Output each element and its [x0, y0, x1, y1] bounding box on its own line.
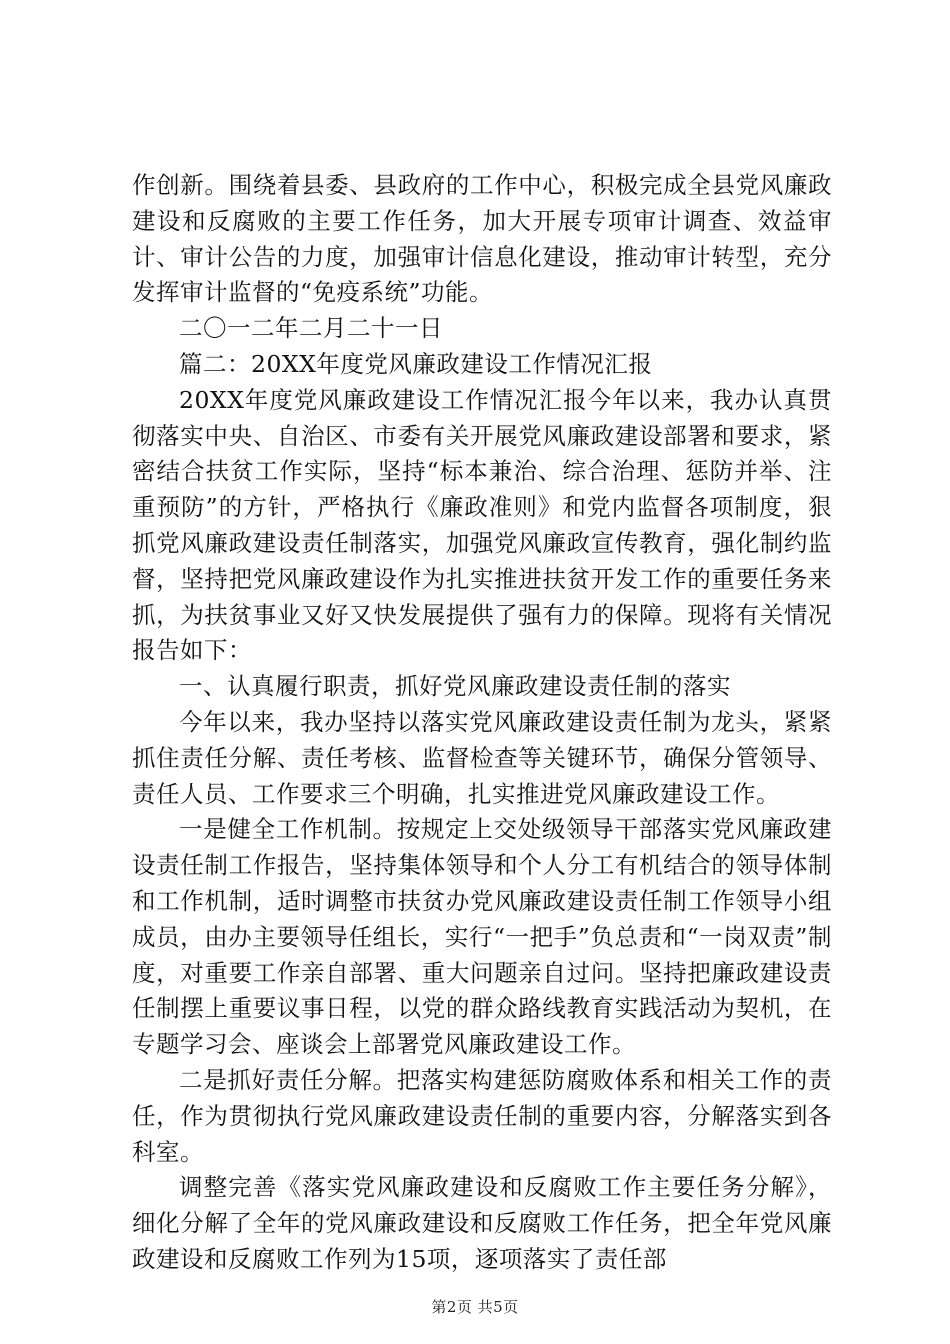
page-number-footer: 第2页 共5页: [431, 1298, 519, 1316]
paragraph: 20XX年度党风廉政建设工作情况汇报今年以来，我办认真贯彻落实中央、自治区、市委有关开展党风廉政建设部署和要求，紧密结合扶贫工作实际，坚持“标本兼治、综合治理、惩防并举、注重预防”的方针，严格执行《廉政准则》和党内监督各项制度，狠抓党风廉政建设责任制落实，加强党风廉政宣传教育，强化制约监督，坚持把党风廉政建设作为扎实推进扶贫开发工作的重要任务来抓，为扶贫事业又好又快发展提供了强有力的保障。现将有关情况报告如下：: [132, 385, 832, 665]
section-title: 篇二：20XX年度党风廉政建设工作情况汇报: [179, 349, 653, 378]
document-body: [132, 168, 832, 1278]
paragraph: 二是抓好责任分解。把落实构建惩防腐败体系和相关工作的责任，作为贯彻执行党风廉政建设责任制的重要内容，分解落实到各科室。: [132, 1065, 832, 1166]
paragraph: 作创新。围绕着县委、县政府的工作中心，积极完成全县党风廉政建设和反腐败的主要工作任务，加大开展专项审计调查、效益审计、审计公告的力度，加强审计信息化建设，推动审计转型，充分发挥审计监督的“免疫系统”功能。: [132, 171, 832, 307]
section-heading: 一、认真履行职责，抓好党风廉政建设责任制的落实: [179, 672, 731, 701]
paragraph: 调整完善《落实党风廉政建设和反腐败工作主要任务分解》，细化分解了全年的党风廉政建设和反腐败工作任务，把全年党风廉政建设和反腐败工作列为15项，逐项落实了责任部: [132, 1173, 832, 1273]
date-line: 二〇一二年二月二十一日: [179, 314, 443, 343]
paragraph: 一是健全工作机制。按规定上交处级领导干部落实党风廉政建设责任制工作报告，坚持集体领导和个人分工有机结合的领导体制和工作机制，适时调整市扶贫办党风廉政建设责任制工作领导小组成员，由办主要领导任组长，实行“一把手”负总责和“一岗双责”制度，对重要工作亲自部署、重大问题亲自过问。坚持把廉政建设责任制摆上重要议事日程，以党的群众路线教育实践活动为契机，在专题学习会、座谈会上部署党风廉政建设工作。: [132, 815, 832, 1059]
paragraph: 今年以来，我办坚持以落实党风廉政建设责任制为龙头，紧紧抓住责任分解、责任考核、监督检查等关键环节，确保分管领导、责任人员、工作要求三个明确，扎实推进党风廉政建设工作。: [132, 707, 832, 808]
